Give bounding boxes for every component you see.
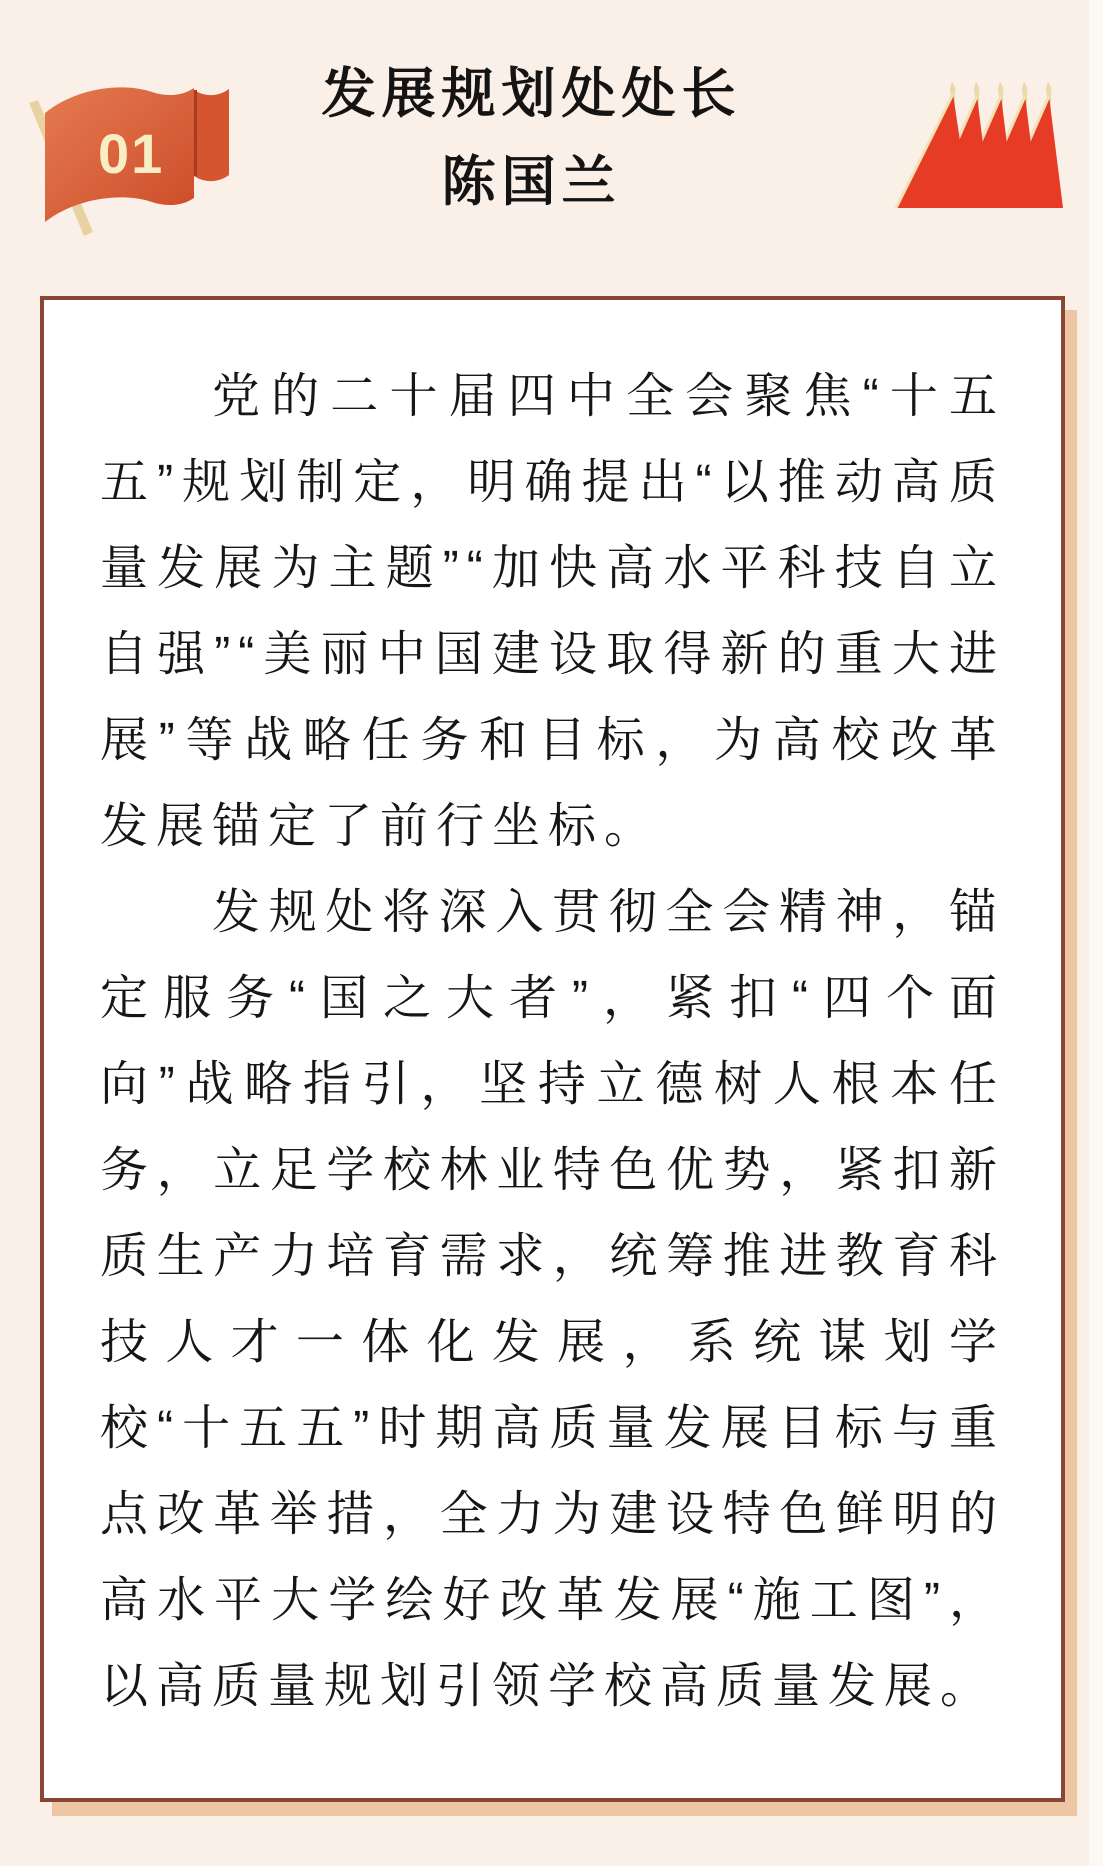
article-card <box>40 296 1065 1802</box>
pennant-group <box>896 82 1063 208</box>
title-line-2: 陈国兰 <box>441 152 622 212</box>
badge-number: 01 <box>98 122 165 185</box>
header <box>0 0 1103 260</box>
article-paragraph-1: 党的二十届四中全会聚焦“十五五”规划制定，明确提出“以推动高质量发展为主题”“加快高水平科技自立自强”“美丽中国建设取得新的重大进展”等战略任务和目标，为高校改革发展锚定了前行坐标。 <box>100 370 1005 853</box>
title-line-1: 发展规划处处长 <box>321 64 742 124</box>
page-right-margin <box>1089 0 1103 1866</box>
pennant-flags-icon <box>878 80 1078 218</box>
article-paragraph-2: 发规处将深入贯彻全会精神，锚定服务“国之大者”，紧扣“四个面向”战略指引，坚持立德树人根本任务，立足学校林业特色优势，紧扣新质生产力培育需求，统筹推进教育科技人才一体化发展，系统谋划学校“十五五”时期高质量发展目标与重点改革举措，全力为建设特色鲜明的高水平大学绘好改革发展“施工图”，以高质量规划引领学校高质量发展。 <box>100 886 1005 1713</box>
